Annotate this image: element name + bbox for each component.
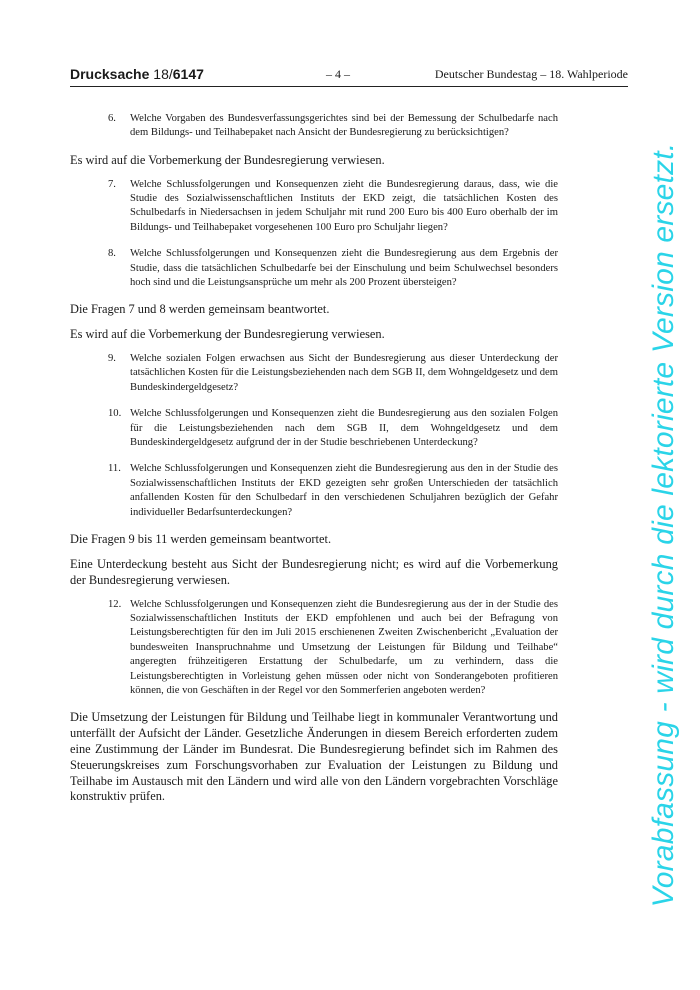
document-label: Drucksache xyxy=(70,66,150,82)
draft-watermark: Vorabfassung - wird durch die lektorierte Version ersetzt. xyxy=(647,142,680,908)
answer-paragraph: Die Fragen 9 bis 11 werden gemeinsam beantwortet. xyxy=(70,532,332,547)
answer-paragraph: Es wird auf die Vorbemerkung der Bundesregierung verwiesen. xyxy=(70,327,385,342)
answer-paragraph: Eine Unterdeckung besteht aus Sicht der Bundesregierung nicht; es wird auf die Vorbemerkung der Bundesregierung verwiesen. xyxy=(70,556,558,587)
question-text: Welche sozialen Folgen erwachsen aus Sicht der Bundesregierung aus dieser Unterdeckung der tatsächlichen Kosten für die Leistungsbeziehenden nach dem SGB II, dem Wohngeldgesetz und dem Bundeskindergeldgesetz? xyxy=(130,353,558,393)
question-item xyxy=(108,598,558,699)
question-text: Welche Schlussfolgerungen und Konsequenzen zieht die Bundesregierung aus dem Ergebnis der Studie, dass die tatsächlichen Schulbedarfe bei der Einschulung und beim Schulwechsel besonders hoch sind und die Leistungsansprüche um mehr als 200 Prozent übersteigen? xyxy=(130,248,558,289)
question-number: 7. xyxy=(108,178,116,190)
question-item xyxy=(108,407,558,450)
question-text: Welche Schlussfolgerungen und Konsequenzen zieht die Bundesregierung aus der in der Studie des Sozialwissenschaftlichen Instituts der EKD empfohlenen und auch bei der Befragung von Leistungsberechtigten für den im Juli 2015 erschienenen Zweiten Zwischenbericht „Evaluation der bundesweiten Inanspruchnahme und Umsetzung der Leistungen für Bildung und Teilhabe“ angeregten frühzeitigeren Erstattung der Schulbedarfe, um zu verhindern, dass die Leistungsberechtigten in Vorleistung gehen müssen oder nicht von Sonderangeboten profitieren können, die von Geschäften in der Regel vor den Sommerferien angeboten werden? xyxy=(130,598,558,696)
document-number-prefix: 18/ xyxy=(153,66,173,82)
question-text: Welche Schlussfolgerungen und Konsequenzen zieht die Bundesregierung aus den sozialen Folgen für die Leistungsbeziehenden nach dem SGB II, dem Wohngeldgesetz und dem Bundeskindergeldgesetz aufgrund der in der Studie beschriebenen Unterdeckung? xyxy=(130,408,558,449)
question-item xyxy=(108,352,558,395)
question-item xyxy=(108,178,558,236)
question-text: Welche Vorgaben des Bundesverfassungsgerichtes sind bei der Bemessung der Schulbedarfe nach dem Bildungs- und Teilhabepaket nach Ansicht der Bundesregierung zu berücksichtigen? xyxy=(130,113,558,139)
answer-paragraph: Es wird auf die Vorbemerkung der Bundesregierung verwiesen. xyxy=(70,152,385,167)
question-item xyxy=(108,462,558,520)
answer-paragraph: Die Umsetzung der Leistungen für Bildung und Teilhabe liegt in kommunaler Verantwortung und unterfällt der Aufsicht der Länder. Gesetzliche Änderungen in diesem Bereich erforderten zudem eine Zustimmung der Länder im Bundesrat. Die Bundesregierung befindet sich im Rahmen des Steuerungskreises zum Forschungsvorhaben zur Evaluation der Leistungen zu Bildung und Teilhabe im Austausch mit den Ländern und wird alle von den Ländern vorgebrachten Vorschläge konstruktiv prüfen. xyxy=(70,710,558,804)
question-number: 8. xyxy=(108,248,116,260)
question-item xyxy=(108,112,558,141)
question-number: 6. xyxy=(108,113,116,124)
question-text: Welche Schlussfolgerungen und Konsequenzen zieht die Bundesregierung aus den in der Studie des Sozialwissenschaftlichen Instituts der EKD gezeigten sehr großen Unterschieden der tatsächlich anfallenden Kosten für den Schulbedarf in den verschiedenen Schuljahren bezüglich der Gefahr individueller Bedarfsunterdeckungen? xyxy=(130,463,558,518)
question-number: 11. xyxy=(108,463,121,475)
question-number: 12. xyxy=(108,598,122,610)
page-number: – 4 – xyxy=(326,67,350,81)
page-header xyxy=(70,66,628,87)
question-number: 9. xyxy=(108,353,116,365)
document-body xyxy=(70,112,558,814)
document-id xyxy=(70,66,204,82)
institution-label: Deutscher Bundestag – 18. Wahlperiode xyxy=(434,67,628,81)
question-item xyxy=(108,247,558,290)
answer-paragraph: Die Fragen 7 und 8 werden gemeinsam beantwortet. xyxy=(70,302,330,317)
question-number: 10. xyxy=(108,408,122,420)
question-text: Welche Schlussfolgerungen und Konsequenzen zieht die Bundesregierung daraus, dass, wie die Studie des Sozialwissenschaftlichen Instituts der EKD zeigt, die tatsächlichen Kosten des Schulbedarfs in Niedersachsen in jedem Schuljahr mit rund 200 Euro bis 400 Euro oberhalb der im Bildungs- und Teilhabepaket vorgesehenen 100 Euro pro Schuljahr liegen? xyxy=(130,178,558,233)
document-number: 6147 xyxy=(172,66,204,82)
